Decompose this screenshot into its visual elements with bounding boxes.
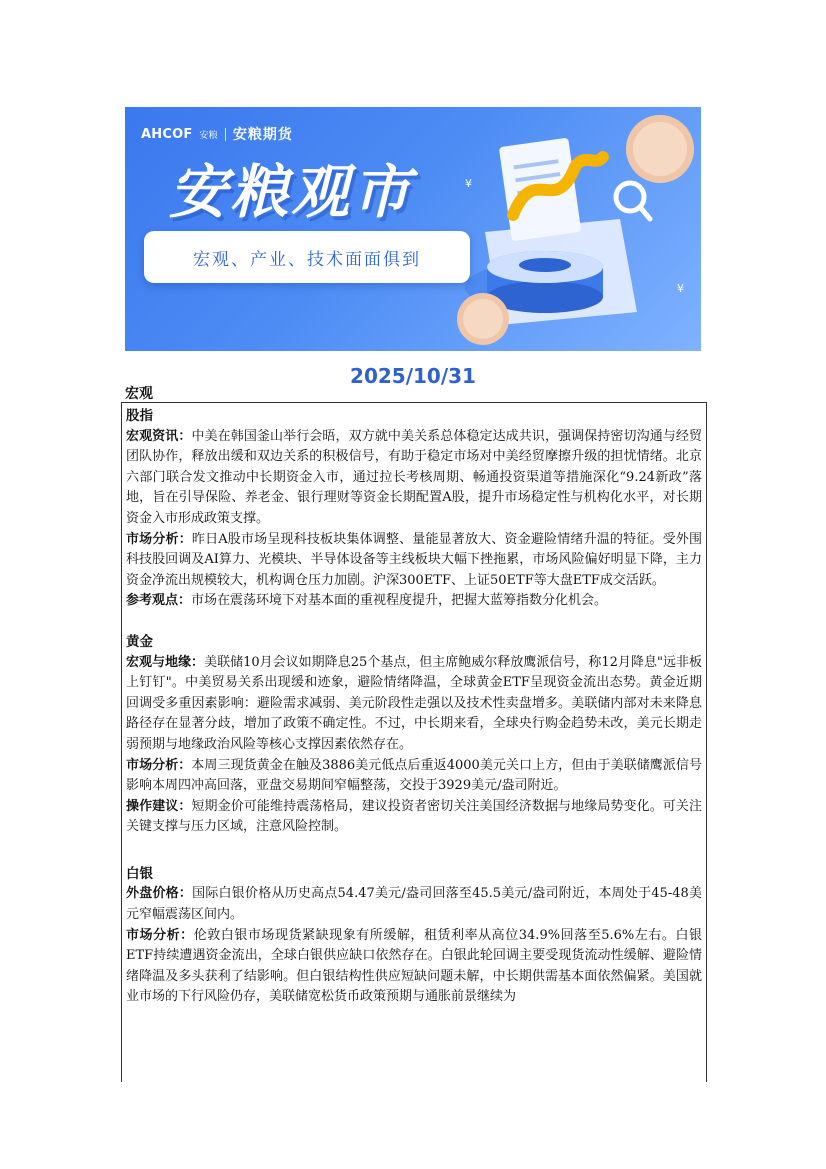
svg-text:¥: ¥	[677, 282, 684, 295]
gold-heading: 黄金	[126, 633, 153, 650]
para-label: 市场分析：	[126, 757, 192, 773]
para-label: 外盘价格：	[126, 886, 193, 902]
logo-divider	[225, 128, 226, 141]
silver-analysis-para	[126, 926, 702, 1008]
para-text: 中美在韩国釜山举行会晤，双方就中美关系总体稳定达成共识，强调保持密切沟通与经贸团队协作，释放出缓和双边关系的积极信号，有助于稳定市场对中美经贸摩擦升级的担忧情绪。北京六部门联合发文推动中长期资金入市，通过拉长考核周期、畅通投资渠道等措施深化“9.24新政”落地，旨在引导保险、养老金、银行理财等资金长期配置A股，提升市场稳定性与机构化水平，对长期资金入市形成政策支撑。	[126, 428, 702, 526]
company-name: 安粮期货	[232, 127, 293, 143]
report-date: 2025/10/31	[350, 364, 476, 388]
section-title: 宏观	[125, 386, 153, 402]
company-logo	[141, 124, 293, 144]
para-text: 伦敦白银市场现货紧缺现象有所缓解，租赁利率从高位34.9%回落至5.6%左右。白银ETF持续遭遇资金流出，全球白银供应缺口依然存在。白银此轮回调主要受现货流动性缓解、避险情绪降温及多头获利了结影响。但白银结构性供应短缺问题未解，中长期供需基本面依然偏紧。美国就业市场的下行风险仍存，美联储宽松货币政策预期与通胀前景继续为	[126, 927, 702, 1005]
header-banner	[125, 107, 701, 351]
logo-subtext: 安粮	[199, 130, 218, 141]
banner-subtitle-pill	[144, 231, 470, 283]
silver-price-para	[126, 884, 702, 925]
index-macro-para	[126, 427, 702, 530]
logo-text: AHCOF	[141, 126, 193, 142]
banner-subtitle: 宏观、产业、技术面面俱到	[193, 249, 421, 270]
para-text: 美联储10月会议如期降息25个基点，但主席鲍威尔释放鹰派信号，称12月降息"远非板上钉钉"。中美贸易关系出现缓和迹象，避险情绪降温，全球黄金ETF呈现资金流出态势。黄金近期回调受多重因素影响：避险需求减弱、美元阶段性走强以及技术性卖盘增多。美联储内部对未来降息路径存在显著分歧，增加了政策不确定性。不过，中长期来看，全球央行购金趋势未改，美元长期走弱预期与地缘政治风险等核心支撑因素依然存在。	[126, 654, 702, 752]
finance-illustration	[425, 107, 701, 351]
para-label: 操作建议：	[126, 798, 192, 814]
para-label: 市场分析：	[126, 927, 194, 943]
para-text: 短期金价可能维持震荡格局，建议投资者密切关注美国经济数据与地缘局势变化。可关注关键支撑与压力区域，注意风险控制。	[126, 798, 702, 835]
gold-macro-para	[126, 653, 702, 756]
para-label: 参考观点：	[126, 593, 192, 609]
banner-title: 安粮观市	[169, 158, 414, 226]
spacer	[126, 838, 702, 864]
para-label: 市场分析：	[126, 531, 192, 547]
gold-advice-para	[126, 797, 702, 838]
index-analysis-para	[126, 530, 702, 592]
para-label: 宏观资讯：	[126, 428, 192, 444]
silver-heading: 白银	[126, 865, 153, 882]
spacer	[126, 612, 702, 632]
para-label: 宏观与地缘：	[126, 654, 205, 670]
para-text: 本周三现货黄金在触及3886美元低点后重返4000美元关口上方，但由于美联储鹰派信号影响本周四冲高回落，亚盘交易期间窄幅整荡，交投于3929美元/盎司附近。	[126, 757, 702, 794]
index-heading: 股指	[126, 408, 153, 424]
index-view-para	[126, 591, 702, 612]
svg-text:¥: ¥	[465, 177, 472, 190]
report-content	[121, 402, 707, 1082]
para-text: 国际白银价格从历史高点54.47美元/盎司回落至45.5美元/盎司附近，本周处于45-48美元窄幅震荡区间内。	[126, 886, 702, 923]
gold-analysis-para	[126, 756, 702, 797]
para-text: 市场在震荡环境下对基本面的重视程度提升，把握大蓝筹指数分化机会。	[191, 593, 608, 609]
para-text: 昨日A股市场呈现科技板块集体调整、量能显著放大、资金避险情绪升温的特征。受外围科技股回调及AI算力、光模块、半导体设备等主线板块大幅下挫拖累，市场风险偏好明显下降，主力资金净流出规模较大，机构调仓压力加剧。沪深300ETF、上证50ETF等大盘ETF成交活跃。	[126, 531, 702, 588]
